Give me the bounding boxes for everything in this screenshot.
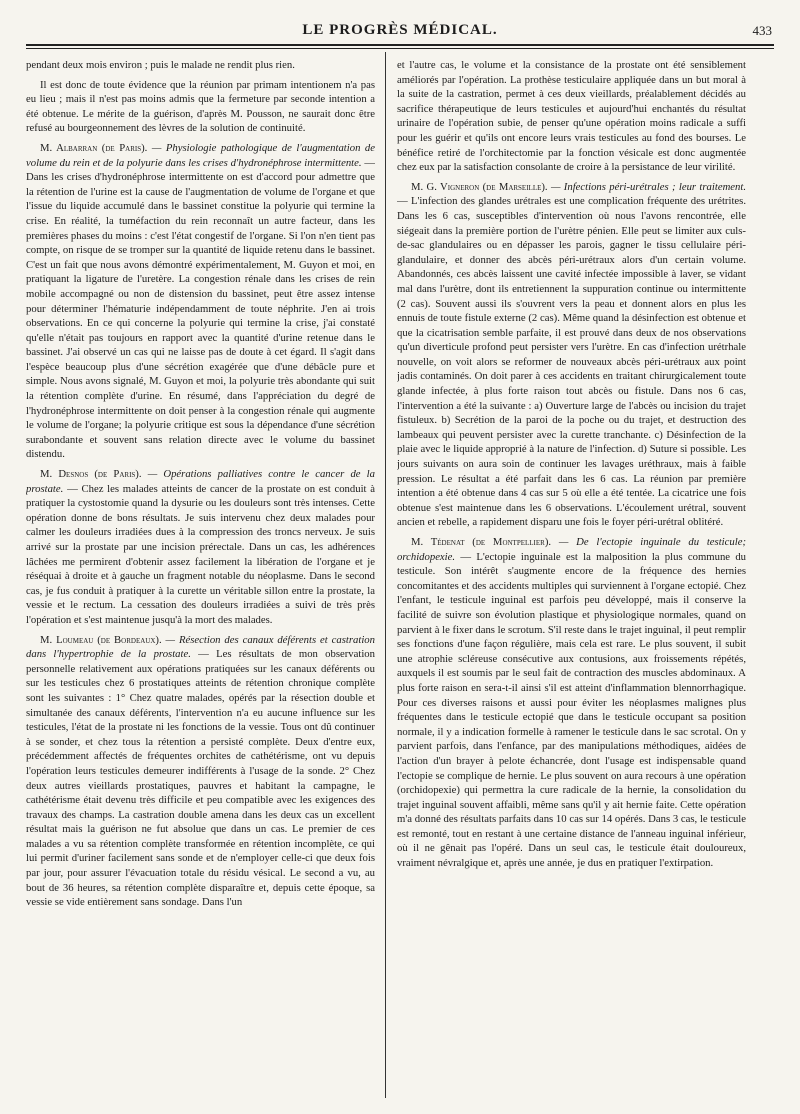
paragraph: Il est donc de toute évidence que la réunion par primam intentionem n'a pas eu lieu ; mais il n'est pas moins admis que la fermeture par seconde intention a été obtenue. Le mérite de la guérison, d'après M. Pousson, ne saurait donc être refusé au bourgeonnement des lèvres de la solution de continuité. <box>26 78 375 135</box>
header-rule <box>26 44 774 46</box>
article-title: — Infections péri-urétrales ; leur traitement. <box>550 180 746 193</box>
article-tedenat <box>397 535 746 871</box>
article-desnos <box>26 467 375 628</box>
column-divider <box>385 52 386 1098</box>
article-title: — Opérations palliatives contre le cancer de la prostate. <box>26 468 375 495</box>
right-column <box>397 58 746 1098</box>
page-header <box>26 20 774 46</box>
article-body: — L'infection des glandes urétrales est une complication fréquente des urétrites. Dans les 6 cas, susceptibles d'intervention où nous l'avons rencontrée, elle siégeait dans la première portion de l'urètre pénien. Elle peut se limiter aux culs-de-sac glandulaires ou en dépasser les parois, gagner le tissu cellulaire péri-glandulaire, et donner des abcès péri-urétraux alors d'un certain volume. Abandonnés, ces abcès laissent une cavité infectée impossible à laver, se vidant mal dans l'urètre, dont ils entretiennent la suppuration continue ou intermittente (2 cas). Souvent aussi ils s'ouvrent vers la peau et donnent alors en plus les ennuis de toute fistule externe (2 cas). Même quand la désinfection est obtenue et que la cicatrisation semble parfaite, il est prouvé dans deux de nos observations qu'un diverticule profond peut persister vers l'urètre. En cas d'infection urétrhale nouvelle, on voit alors se reformer de nouveaux abcès péri-urétraux aux point jadis contaminés. On doit parer à ces accidents en traitant chirurgicalement toute glande infectée, à plus forte raison tout abcès ou fistule. Dans nos 6 cas, l'intervention a été la suivante : a) Ouverture large de l'abcès ou incision du trajet fistuleux. b) Secrétion de la paroi de la poche ou du trajet, et destruction des lambeaux qui peuvent persister avec la curette tranchante. c) Désinfection de la plaie avec le liquide approprié à la nature de l'infection. d) Suture si possible. Les jours suivants on aura soin de continuer les lavages uréthraux, mais à faible pression. Le résultat a été parfait dans les 6 cas. La réunion par première intention a été obtenue dans 4 cas sur 5 où elle a été tentée. La cicatrice une fois obtenue s'est maintenue dans les 6 observations. L'écoulement urétral, souvent ancien et rebelle, a rapidement disparu une fois le foyer péri-urétral oblitéré. <box>397 195 746 529</box>
article-title: — Physiologie pathologique de l'augmentation de volume du rein et de la polyurie dans les crises d'hydronéphrose intermittente. <box>26 141 375 169</box>
author-name: M. Desnos (de Paris). <box>40 468 142 481</box>
article-body: — L'ectopie inguinale est la malposition la plus commune du testicule. Son intérêt s'augmente encore de la fréquence des hernies concomitantes et des accidents multiples qui surviennent à l'organe ectopié. Chez l'enfant, le testicule inguinal est parfois peu développé, mais il conserve la facilité de suivre son évolution plastique et physiologique normales, quand on parvient à le fixer dans le scrotum. S'il reste dans le trajet inguinal, il peut remplir ses fonctions d'une façon régulière, mais cela est rare. Le plus souvent, il subit une atrophie scléreuse consécutive aux contusions, aux froissements répétés, auxquels il est soumis par le seul fait de contraction des muscles abdominaux. A plus forte raison en sera-t-il ainsi s'il est atteint d'inflammation blennorrhagique. Pour ces diverses raisons et aussi pour éviter les néoplasmes malignes plus fréquentes dans le testicule ectopié que dans le testicule occupant sa position normale, il y a indication formelle à ramener le testicule dans le sac scrotal. On y parvient parfois, dans l'enfance, par des manipulations méthodiques, aidées de l'action d'un brayer à pelote échancrée, dont l'usage est indispensable quand l'ectopie se complique de hernie. Le plus souvent on aura recours à une opération (orchidopexie) qui permettra la cure radicale de la hernie, la consolidation du trajet inguinal souvent affaibli, même sans qu'il y ait hernie faite. Cette opération m'a donné des résultats parfaits dans 10 cas sur 14 opérés. Dans 3 cas, le testicule est remonté, tout en restant à une certaine distance de l'anneau inguinal inférieur, où il ne gênait pas l'opéré. Dans un seul cas, le testicule était douloureux, vraiment névralgique et, après une année, je dus en pratiquer l'extirpation. <box>397 550 746 870</box>
article-vigneron <box>397 180 746 530</box>
article-body: — Dans les crises d'hydronéphrose intermittente on est d'accord pour admettre que la rétention de l'urine est la cause de l'augmentation de volume de l'organe et que l'issue du liquide accumulé dans le bassinet constitue la polyurie qui termine la crise. En réalité, la tuméfaction du rein reconnaît un autre facteur, dans les premières phases du moins : c'est l'état congestif de l'organe. Si l'on n'en tient pas compte, on risque de se tromper sur la quantité de liquide retenu dans le bassinet. C'est un fait que nous avons démontré expérimentalement, M. Guyon et moi, en pratiquant la ligature de l'uretère. La congestion rénale dans les crises de rein mobile accompagné ou non de distension du bassinet, peut être assez intense pour déterminer l'hématurie indépendamment de toute néphrite. J'en ai trois observations. En ce qui concerne la polyurie qui termine la crise, j'ai constaté qu'elle n'était pas toujours en rapport avec la quantité d'urine retenue dans le bassinet. J'ai observé un cas qui ne laisse pas de doute à cet égard. Il s'agit dans l'espèce beaucoup plus d'une sécrétion exagérée que d'une débâcle pure et simple. Nous avons signalé, M. Guyon et moi, la polyurie très abondante qui suit la rétention complète d'urine. En résumé, dans l'appréciation du degré de l'hydronéphrose intermittente on doit penser à la congestion rénale qui augmente le volume de l'organe; la polyurie critique est sous la dépendance d'une sécrétion surabondante et souvent sans relation directe avec le volume du bassinet distendu. <box>26 156 375 461</box>
paragraph: et l'autre cas, le volume et la consistance de la prostate ont été sensiblement améliorés par l'opération. La prothèse testiculaire appliquée dans un but moral à la suite de la castration, permet à ces deux vieillards, préalablement décidés au sacrifice thérapeutique de leurs testicules et aujourd'hui enchantés du résultat urinaire de l'opération subie, de penser qu'une opération moins radicale a suffi pour les guérir et qu'ils ont encore leurs vrais testicules au fond des bourses. Le bénéfice retiré de l'orchitectomie par la fonction vésicale est donc augmentée chez eux par la satisfaction consolante de croire à la persistance de leur virilité. <box>397 59 746 174</box>
author-name: M. G. Vigneron (de Marseille). <box>411 180 548 193</box>
author-name: M. Loumeau (de Bordeaux). <box>40 633 162 646</box>
author-name: M. Tédenat (de Montpellier). <box>411 536 552 548</box>
article-body: — Les résultats de mon observation personnelle relativement aux opérations pratiquées sur les canaux déférents ou sur les testicules chez 6 prostatiques atteints de rétention chronique complète sont les suivantes : 1° Chez quatre malades, opérés par la résection double et simultanée des canaux déférents, l'intervention n'a eu aucune influence sur les testicules, l'état de la prostate ni les fonctions de la vessie. Tous ont dû continuer à se sonder, et chez tous la rétention a persisté complète. Deux d'entre eux, précédemment affectés de fréquentes orchites de cathétérisme, ont vu depuis l'opération leurs testicules demeurer indifférents à l'usage de la sonde. 2° Chez deux autres vieillards prostatiques, pauvres et habitant la campagne, le cathétérisme était devenu très difficile et peu compatible avec les exigences des travaux des champs. La castration double amena dans les deux cas un excellent résultat mais la guérison ne fut absolue que dans un cas. Le premier de ces malades a vu sa rétention complète transformée en rétention incomplète, ce qui lui permit d'uriner facilement sans sonde et de n'employer celle-ci que deux fois par jour, pour assurer l'évacuation totale du résidu vésical. Le second a vu, au bout de 36 heures, sa rétention complète disparaître et, depuis cette époque, sa vessie se vide entièrement sans sondage. Dans l'un <box>26 648 375 909</box>
article-title: — Résection des canaux déférents et castration dans l'hypertrophie de la prostate. <box>26 633 375 661</box>
running-title: LE PROGRÈS MÉDICAL. <box>302 22 498 38</box>
article-albarran <box>26 141 375 462</box>
article-body: — Chez les malades atteints de cancer de la prostate on est conduit à pratiquer la cystostomie quand la dysurie ou les douleurs sont très intenses. Cette opération donne de bons résultats. Je suis intervenu chez deux malades pour calmer les douleurs irradiées dues à la compression des troncs nerveux. Je suis arrivé sur la prostate par une incision prérectale. Dans un cas, les adhérences lâchées me permirent d'obtenir assez facilement la libération de l'organe et je réséquai à droite et à gauche un fragment notable du néoplasme. Dans le second cas, je fus conduit à pratiquer à la curette un véritable sillon entre la prostate, la vessie et le rectum. La cessation des douleurs irradiées a suivi de très près l'opération et s'est maintenue jusqu'à la mort des malades. <box>26 482 375 626</box>
header-rule-thin <box>26 48 774 49</box>
left-column <box>26 58 375 1098</box>
author-name: M. Albarran (de Paris). <box>40 141 148 154</box>
article-title: — De l'ectopie inguinale du testicule; orchidopexie. <box>397 536 746 563</box>
article-loumeau <box>26 633 375 910</box>
paragraph: pendant deux mois environ ; puis le malade ne rendit plus rien. <box>26 59 295 71</box>
page-number: 433 <box>752 23 772 38</box>
